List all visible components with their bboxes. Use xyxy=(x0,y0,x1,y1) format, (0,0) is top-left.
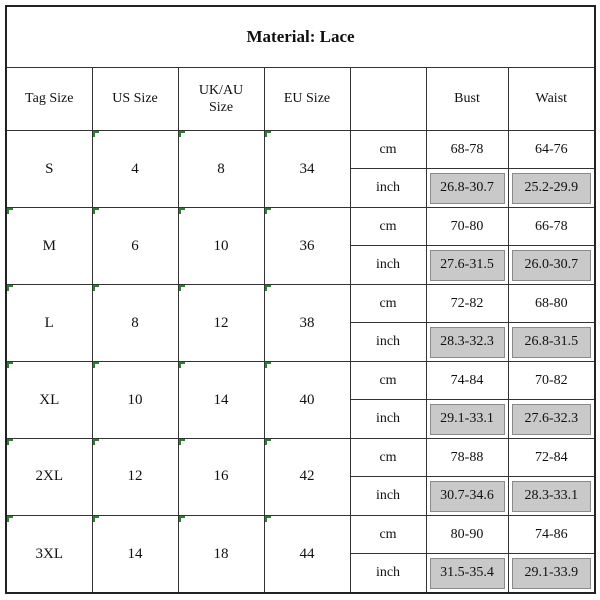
ukau-size-cell: 10 xyxy=(178,207,264,284)
bust-inch-value: 26.8-30.7 xyxy=(430,173,505,204)
size-chart-table xyxy=(5,5,596,594)
bust-cm-cell: 74-84 xyxy=(426,361,508,399)
waist-inch-value: 27.6-32.3 xyxy=(512,404,592,435)
waist-inch-value: 26.8-31.5 xyxy=(512,327,592,358)
waist-inch-value: 25.2-29.9 xyxy=(512,173,592,204)
unit-inch-cell: inch xyxy=(350,400,426,438)
tag-size-cell: 3XL xyxy=(6,515,92,593)
us-size-cell: 14 xyxy=(92,515,178,593)
eu-size-cell: 44 xyxy=(264,515,350,593)
tag-size-cell: 2XL xyxy=(6,438,92,515)
us-size-cell: 10 xyxy=(92,361,178,438)
us-size-cell: 8 xyxy=(92,284,178,361)
eu-size-cell: 34 xyxy=(264,131,350,208)
unit-cm-cell: cm xyxy=(350,207,426,245)
header-ukau-line2: Size xyxy=(208,100,234,115)
bust-inch-cell xyxy=(426,169,508,207)
unit-inch-cell: inch xyxy=(350,477,426,515)
unit-inch-cell: inch xyxy=(350,554,426,593)
bust-inch-value: 30.7-34.6 xyxy=(430,481,505,512)
waist-inch-value: 28.3-33.1 xyxy=(512,481,592,512)
header-ukau-size xyxy=(178,68,264,131)
bust-inch-cell xyxy=(426,323,508,361)
ukau-size-cell: 8 xyxy=(178,131,264,208)
eu-size-cell: 38 xyxy=(264,284,350,361)
table-row xyxy=(6,438,595,476)
ukau-size-cell: 12 xyxy=(178,284,264,361)
bust-cm-cell: 70-80 xyxy=(426,207,508,245)
unit-cm-cell: cm xyxy=(350,361,426,399)
tag-size-cell: S xyxy=(6,131,92,208)
header-eu-size: EU Size xyxy=(264,68,350,131)
table-row xyxy=(6,515,595,553)
us-size-cell: 6 xyxy=(92,207,178,284)
unit-cm-cell: cm xyxy=(350,131,426,169)
waist-inch-value: 29.1-33.9 xyxy=(512,558,592,589)
unit-inch-cell: inch xyxy=(350,169,426,207)
header-tag-size: Tag Size xyxy=(6,68,92,131)
unit-cm-cell: cm xyxy=(350,515,426,553)
ukau-size-cell: 16 xyxy=(178,438,264,515)
bust-cm-cell: 72-82 xyxy=(426,284,508,322)
ukau-size-cell: 18 xyxy=(178,515,264,593)
bust-inch-cell xyxy=(426,246,508,284)
bust-cm-cell: 80-90 xyxy=(426,515,508,553)
waist-cm-cell: 74-86 xyxy=(508,515,595,553)
tag-size-cell: XL xyxy=(6,361,92,438)
bust-inch-cell xyxy=(426,554,508,593)
bust-cm-cell: 68-78 xyxy=(426,131,508,169)
bust-inch-value: 29.1-33.1 xyxy=(430,404,505,435)
waist-inch-cell xyxy=(508,246,595,284)
bust-inch-value: 28.3-32.3 xyxy=(430,327,505,358)
bust-inch-cell xyxy=(426,400,508,438)
tag-size-cell: L xyxy=(6,284,92,361)
bust-inch-value: 27.6-31.5 xyxy=(430,250,505,281)
waist-inch-cell xyxy=(508,477,595,515)
waist-cm-cell: 66-78 xyxy=(508,207,595,245)
waist-cm-cell: 70-82 xyxy=(508,361,595,399)
waist-inch-cell xyxy=(508,554,595,593)
table-row xyxy=(6,207,595,245)
waist-inch-cell xyxy=(508,323,595,361)
waist-inch-cell xyxy=(508,400,595,438)
eu-size-cell: 42 xyxy=(264,438,350,515)
waist-cm-cell: 72-84 xyxy=(508,438,595,476)
table-row xyxy=(6,131,595,169)
table-row xyxy=(6,284,595,322)
eu-size-cell: 40 xyxy=(264,361,350,438)
header-unit xyxy=(350,68,426,131)
waist-inch-cell xyxy=(508,169,595,207)
unit-cm-cell: cm xyxy=(350,438,426,476)
unit-inch-cell: inch xyxy=(350,323,426,361)
eu-size-cell: 36 xyxy=(264,207,350,284)
waist-cm-cell: 68-80 xyxy=(508,284,595,322)
header-ukau-line1: UK/AU xyxy=(198,82,244,98)
unit-inch-cell: inch xyxy=(350,246,426,284)
ukau-size-cell: 14 xyxy=(178,361,264,438)
size-table-body xyxy=(6,131,595,594)
bust-inch-value: 31.5-35.4 xyxy=(430,558,505,589)
us-size-cell: 4 xyxy=(92,131,178,208)
header-waist: Waist xyxy=(508,68,595,131)
table-row xyxy=(6,361,595,399)
tag-size-cell: M xyxy=(6,207,92,284)
header-bust: Bust xyxy=(426,68,508,131)
header-us-size: US Size xyxy=(92,68,178,131)
waist-inch-value: 26.0-30.7 xyxy=(512,250,592,281)
bust-inch-cell xyxy=(426,477,508,515)
table-title: Material: Lace xyxy=(6,6,595,68)
us-size-cell: 12 xyxy=(92,438,178,515)
bust-cm-cell: 78-88 xyxy=(426,438,508,476)
unit-cm-cell: cm xyxy=(350,284,426,322)
waist-cm-cell: 64-76 xyxy=(508,131,595,169)
